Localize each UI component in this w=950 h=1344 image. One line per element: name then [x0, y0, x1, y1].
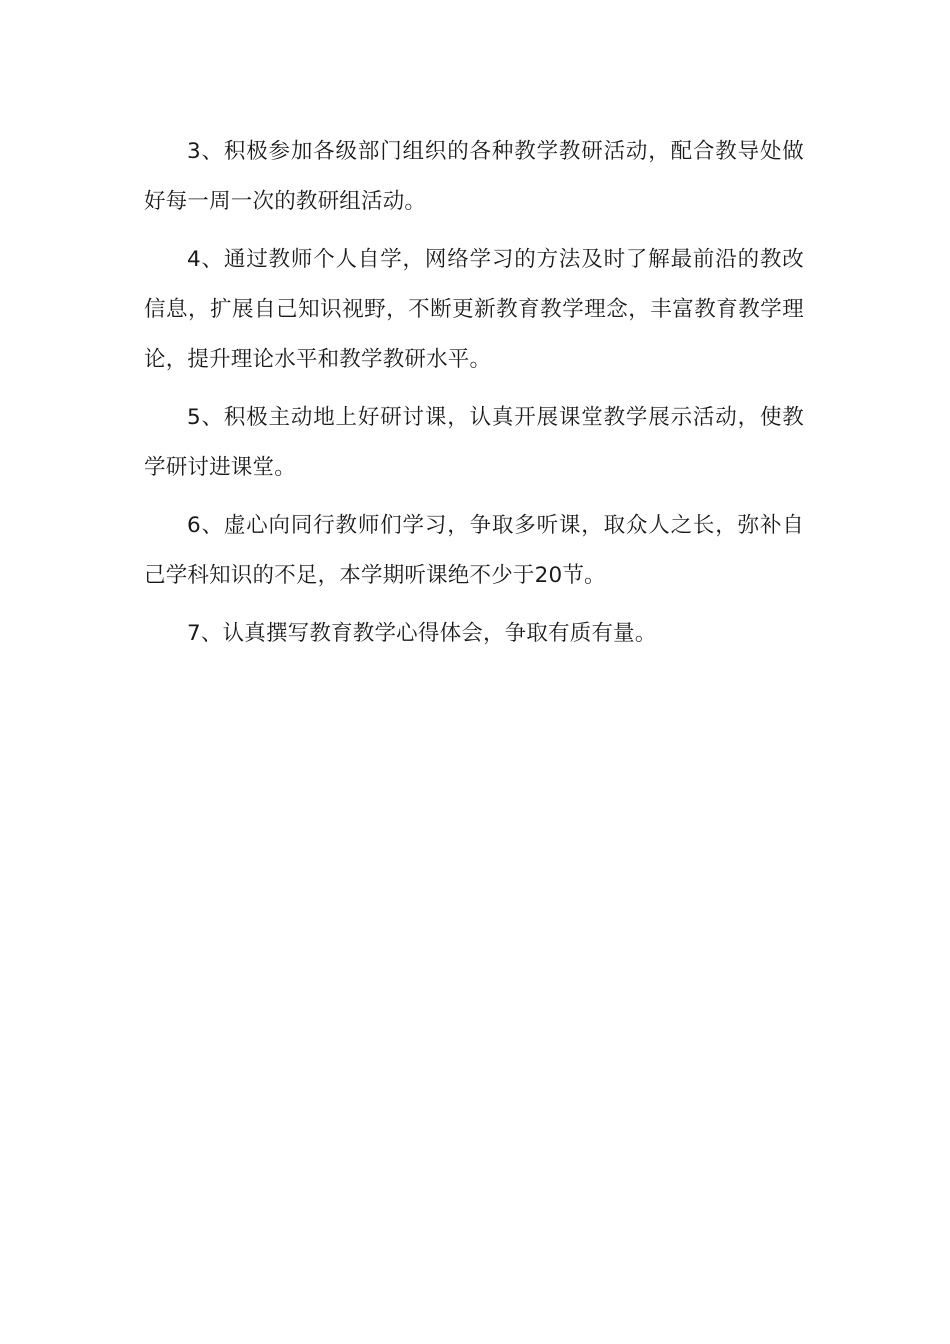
paragraph-item-6: 6、虚心向同行教师们学习，争取多听课，取众人之长，弥补自己学科知识的不足，本学期听课绝不少于20节。 [144, 513, 804, 588]
paragraph-item-7: 7、认真撰写教育教学心得体会，争取有质有量。 [187, 621, 657, 646]
paragraph-item-3: 3、积极参加各级部门组织的各种教学教研活动，配合教导处做好每一周一次的教研组活动。 [144, 139, 804, 214]
paragraph-item-4: 4、通过教师个人自学，网络学习的方法及时了解最前沿的教改信息，扩展自己知识视野，不断更新教育教学理念，丰富教育教学理论，提升理论水平和教学教研水平。 [144, 247, 804, 372]
document-body [144, 127, 804, 667]
paragraph-item-5: 5、积极主动地上好研讨课，认真开展课堂教学展示活动，使教学研讨进课堂。 [144, 405, 804, 480]
